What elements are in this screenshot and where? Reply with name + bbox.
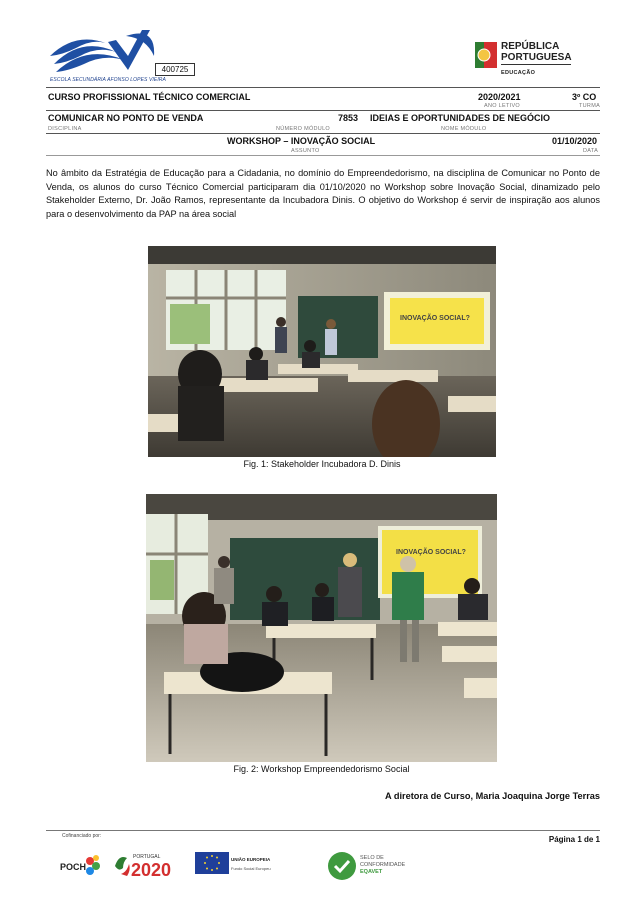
republic-title [501, 41, 572, 63]
subject: WORKSHOP – INOVAÇÃO SOCIAL [227, 136, 376, 146]
poch-logo [60, 852, 102, 878]
footer-rule [46, 830, 600, 831]
school-name: ESCOLA SECUNDÁRIA AFONSO LOPES VIEIRA [50, 77, 166, 83]
republic-divider [501, 64, 571, 65]
intro-paragraph: No âmbito da Estratégia de Educação para a Cidadania, no domínio do Empreendedorismo, na disciplina de Comunicar no Ponto de Venda, os alunos do curso Técnico Comercial participaram dia 01/10/2020 no Workshop sobre Inovação Social, dinamizado pelo Stakeholder Externo, Dr. João Ramos, representante da Incubadora Dinis. O objetivo do Workshop é servir de inspiração aos alunos para o desenvolvimento da PAP na área social [46, 168, 600, 219]
republic-line1: REPÚBLICA [501, 41, 560, 52]
header-rule-bottom [46, 155, 600, 156]
module-number-label: NÚMERO MÓDULO [276, 126, 331, 132]
document-date: 01/10/2020 [552, 136, 598, 146]
discipline-label: DISCIPLINA [48, 126, 82, 132]
eqavet-text [360, 855, 405, 876]
poch-text: POCH [60, 862, 87, 872]
figure-2-caption: Fig. 2: Workshop Empreendedorismo Social [233, 764, 410, 774]
module-name-label: NOME MÓDULO [441, 126, 487, 132]
class-name: 3º CO [572, 92, 597, 102]
eqavet-line2: CONFORMIDADE [360, 862, 406, 868]
portugal-text: PORTUGAL [133, 854, 161, 860]
projection-text-1: INOVAÇÃO SOCIAL? [400, 315, 470, 322]
eu-text-2: Fundo Social Europeu [231, 866, 271, 871]
school-year: 2020/2021 [478, 92, 521, 102]
republic-education: EDUCAÇÃO [501, 70, 536, 76]
header-rule-top [46, 87, 600, 88]
portugal-2020-logo [113, 850, 185, 880]
eqavet-line3: EQAVET [360, 869, 383, 875]
discipline-name: COMUNICAR NO PONTO DE VENDA [48, 113, 204, 123]
figure-1-caption: Fig. 1: Stakeholder Incubadora D. Dinis [243, 459, 401, 469]
p2020-text: 2020 [131, 860, 172, 880]
class-label: TURMA [579, 103, 601, 109]
eqavet-line1: SELO DE [360, 855, 384, 861]
header-rule-mid [46, 110, 600, 111]
republic-emblem-icon [475, 42, 497, 68]
school-year-label: ANO LETIVO [484, 103, 521, 109]
header-rule-low [46, 133, 600, 134]
cofinanced-label: Cofinanciado por: [62, 833, 102, 839]
eqavet-seal-icon [327, 851, 357, 881]
republic-line2: PORTUGUESA [501, 52, 572, 63]
eu-flag-icon [195, 852, 229, 874]
eu-text-1: UNIÃO EUROPEIA [231, 857, 271, 862]
classroom-photo-1 [148, 246, 496, 457]
module-number: 7853 [338, 113, 359, 123]
subject-label: ASSUNTO [291, 148, 320, 154]
date-label: DATA [583, 148, 599, 154]
course-name: CURSO PROFISSIONAL TÉCNICO COMERCIAL [48, 92, 251, 102]
school-code: 400725 [155, 63, 195, 76]
classroom-photo-2 [146, 494, 497, 762]
projection-text-2: INOVAÇÃO SOCIAL? [396, 549, 466, 556]
signature-line: A diretora de Curso, Maria Joaquina Jorge Terras [385, 791, 600, 801]
page-number: Página 1 de 1 [548, 835, 600, 844]
module-name: IDEIAS E OPORTUNIDADES DE NEGÓCIO [370, 113, 551, 123]
